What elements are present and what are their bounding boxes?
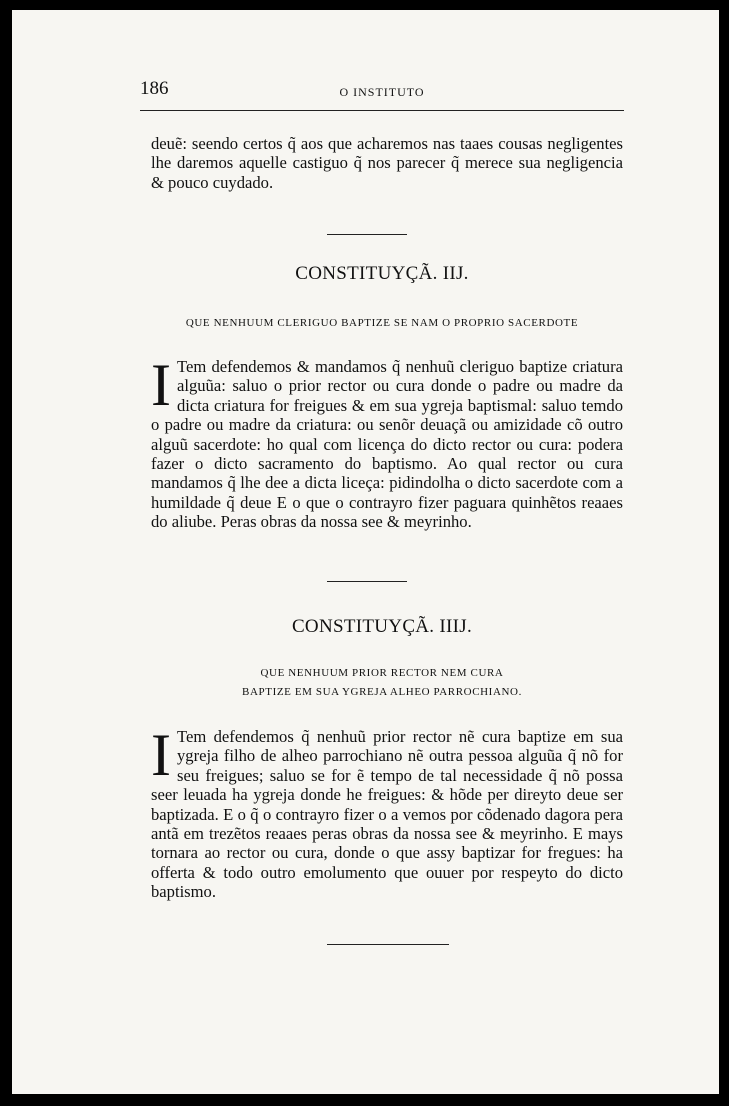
- section3-paragraph: [151, 352, 623, 532]
- end-divider: [327, 944, 449, 945]
- section-divider: [327, 234, 407, 235]
- intro-paragraph: deuẽ: seendo certos q̃ aos que acharemos nas taaes cousas negligentes lhe daremos aquelle castiguo q̃ nos parecer q̃ merece sua negligencia & pouco cuydado.: [151, 134, 623, 192]
- section3-drop-cap: I: [151, 352, 171, 418]
- section3-body: Tem defendemos & mandamos q̃ nenhuũ cleriguo baptize criatura alguũa: saluo o prior rector ou cura donde o padre ou madre da dicta criatura for freigues & em sua ygreja baptismal: saluo temdo o padre ou madre da criatura: ou senõr deuaçã ou amizidade cõ outro alguũ sacerdote: ho qual com licença do dicto rector ou cura: podera fazer o dicto sacramento do baptismo. Ao qual rector ou cura mandamos q̃ lhe dee a dicta liceça: pidindolha o dicto sacerdote com a humildade q̃ deue E o que o contrayro fizer paguara quinhẽtos reaaes do aliube. Peras obras da nossa see & meyrinho.: [151, 357, 623, 532]
- page-number: 186: [140, 78, 169, 99]
- section4-body: Tem defendemos q̃ nenhuũ prior rector nẽ cura baptize em sua ygreja filho de alheo parrochiano nẽ outra pessoa alguũa q̃ nõ for seu freigues; saluo se for ẽ tempo de tal necessidade q̃ nõ possa seer leuada ha ygreja donde he freigues: & hõde per direyto deue ser baptizada. E o q̃ o contrayro fizer o a vemos por cõdenado dagora pera antã em trezẽtos reaaes peras obras da nossa see & meyrinho. E mays tornara ao rector ou cura, donde o que assy baptizar for fregues: ha offerta & todo outro emolumento que ouuer por respeyto do dicto baptismo.: [151, 727, 623, 902]
- section4-subheading-line2: BAPTIZE EM SUA YGREJA ALHEO PARROCHIANO.: [242, 686, 522, 698]
- section4-paragraph: [151, 722, 623, 902]
- section4-subheading-line1: QUE NENHUUM PRIOR RECTOR NEM CURA: [260, 667, 504, 679]
- section4-drop-cap: I: [151, 722, 171, 788]
- section3-subheading: QUE NENHUUM CLERIGUO BAPTIZE SE NAM O PROPRIO SACERDOTE: [185, 317, 579, 329]
- page-header: [140, 74, 624, 104]
- section3-title: CONSTITUYÇÃ. IIJ.: [295, 263, 469, 284]
- header-rule: [140, 110, 624, 111]
- running-title: O INSTITUTO: [339, 85, 425, 99]
- section-divider: [327, 581, 407, 582]
- section4-title: CONSTITUYÇÃ. IIIJ.: [291, 616, 473, 637]
